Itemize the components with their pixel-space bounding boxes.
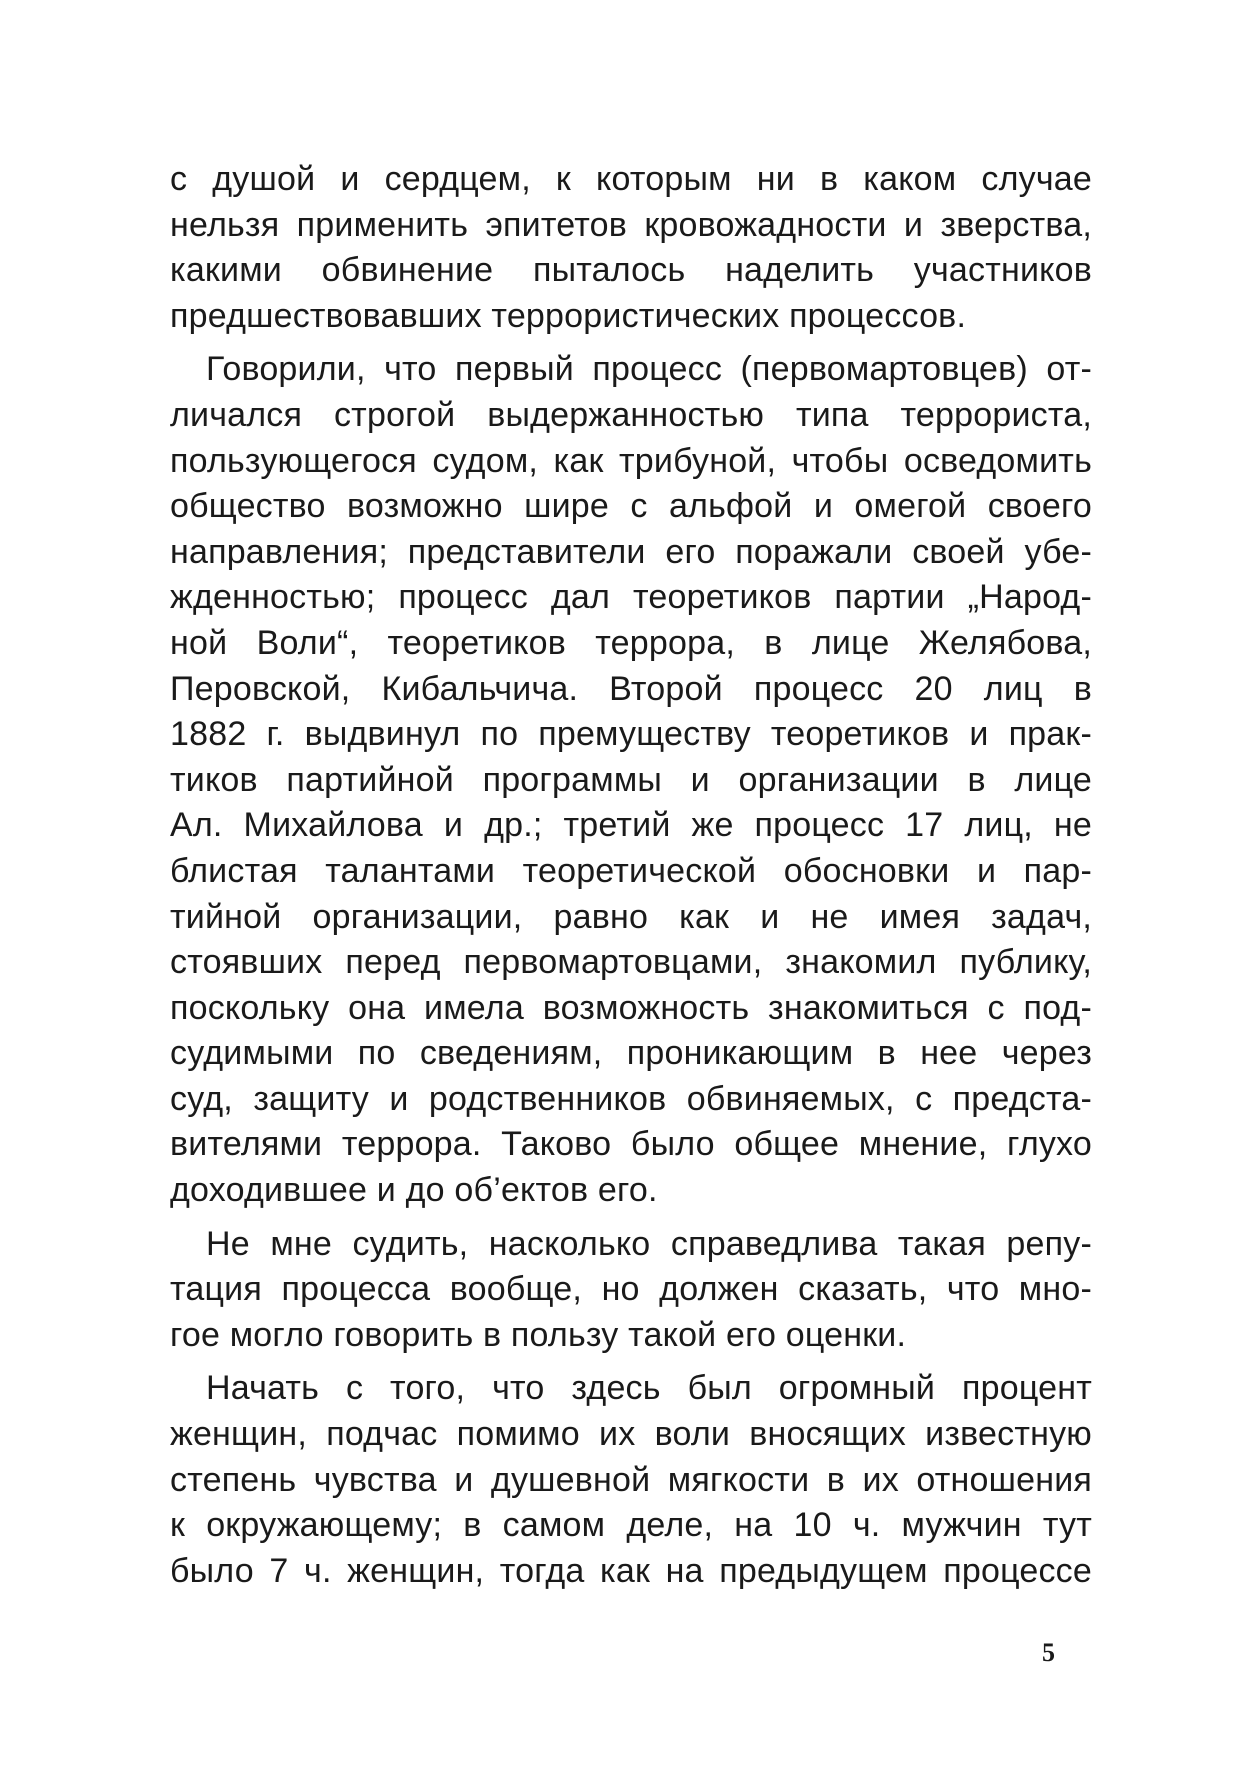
text-line: общество возможно шире с альфой и омегой своего — [170, 487, 1092, 526]
text-line: нельзя применить эпитетов кровожадности и зверства, — [170, 205, 1092, 244]
paragraph-1 — [170, 157, 1092, 339]
page-body — [170, 157, 1092, 1594]
text-line: ной Воли“, теоретиков террора, в лице Желябова, — [170, 623, 1092, 662]
text-line: стоявших перед первомартовцами, знакомил публику, — [170, 943, 1092, 982]
text-line: тиков партийной программы и организации в лице — [170, 760, 1092, 799]
text-line: с душой и сердцем, к которым ни в каком случае — [170, 160, 1092, 198]
paragraph-2 — [170, 347, 1092, 1213]
text-line: гое могло говорить в пользу такой его оценки. — [170, 1315, 907, 1354]
text-line: тация процесса вообще, но должен сказать, что мно- — [170, 1270, 1092, 1309]
text-line: Перовской, Кибальчича. Второй процесс 20 лиц в — [170, 669, 1092, 708]
text-line: судимыми по сведениям, проникающим в нее через — [170, 1034, 1092, 1073]
page-number: 5 — [1042, 1638, 1055, 1667]
text-line: Ал. Михайлова и др.; третий же процесс 17 лиц, не — [170, 806, 1092, 845]
text-line: Начать с того, что здесь был огромный процент — [206, 1369, 1092, 1408]
text-line: какими обвинение пыталось наделить участников — [170, 251, 1092, 290]
text-line: Говорили, что первый процесс (первомартовцев) от- — [206, 350, 1092, 389]
text-line: личался строгой выдержанностью типа террориста, — [170, 395, 1092, 434]
text-line: блистая талантами теоретической обосновки и пар- — [170, 851, 1092, 890]
text-line: суд, защиту и родственников обвиняемых, с предста- — [170, 1079, 1092, 1118]
text-line: жденностью; процесс дал теоретиков партии „Народ- — [170, 578, 1092, 617]
text-line: женщин, подчас помимо их воли вносящих известную — [170, 1415, 1092, 1454]
text-line: доходившее и до об’ектов его. — [170, 1171, 658, 1210]
text-line: поскольку она имела возможность знакомиться с под- — [170, 988, 1092, 1027]
text-line: вителями террора. Таково было общее мнение, глухо — [170, 1125, 1092, 1164]
text-line: 1882 г. выдвинул по премуществу теоретиков и прак- — [170, 715, 1092, 754]
text-line: пользующегося судом, как трибуной, чтобы осведомить — [170, 441, 1092, 480]
text-line: Не мне судить, насколько справедлива такая репу- — [206, 1224, 1092, 1263]
text-line: степень чувства и душевной мягкости в их отношения — [170, 1460, 1092, 1499]
text-line: было 7 ч. женщин, тогда как на предыдущем процессе — [170, 1551, 1092, 1590]
paragraph-3 — [170, 1222, 1092, 1359]
text-line: направления; представители его поражали своей убе- — [170, 532, 1092, 571]
paragraph-4 — [170, 1366, 1092, 1594]
text-line: к окружающему; в самом деле, на 10 ч. мужчин тут — [170, 1506, 1092, 1545]
text-line: предшествовавших террористических процессов. — [170, 296, 967, 335]
text-line: тийной организации, равно как и не имея задач, — [170, 897, 1092, 936]
